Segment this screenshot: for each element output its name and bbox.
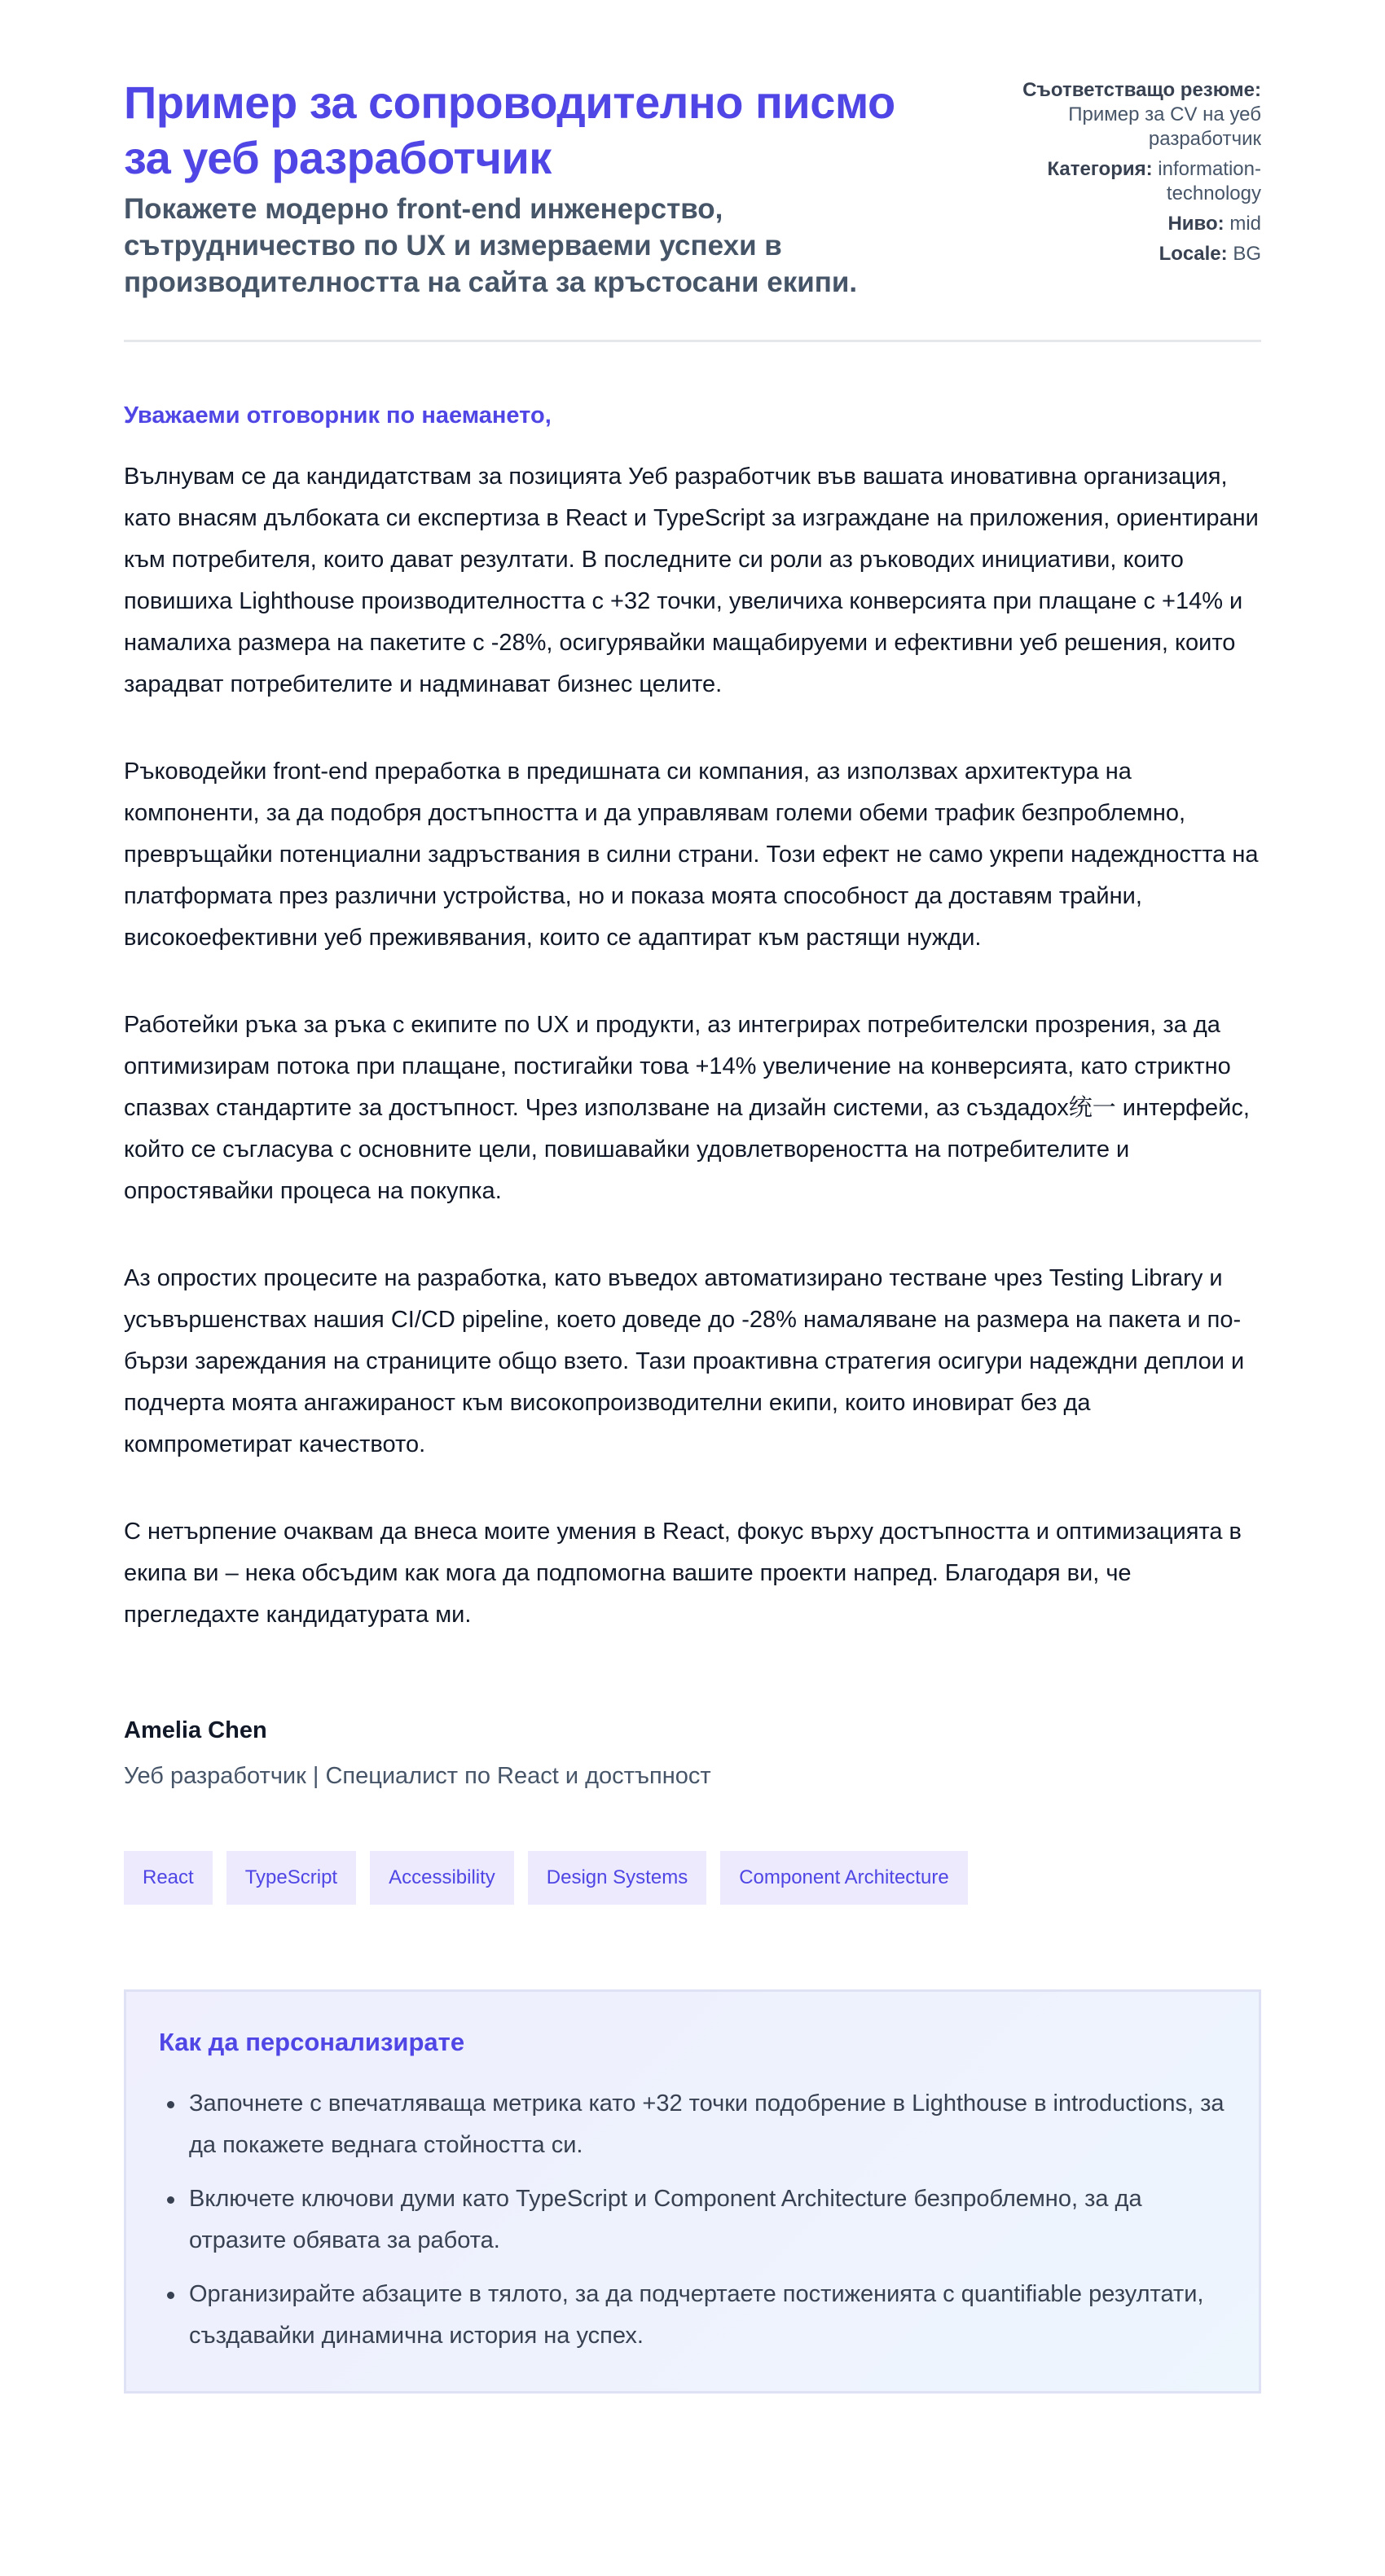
page-subtitle: Покажете модерно front-end инженерство, сътрудничество по UX и измерваеми успехи в производителността на сайта за кръстосани екипи. — [124, 193, 858, 298]
signature-block — [124, 1714, 1261, 1792]
letter-body — [124, 399, 1261, 1636]
meta-locale-value: BG — [1233, 243, 1261, 265]
meta-level-label: Ниво: — [1167, 213, 1225, 235]
letter-paragraph: С нетърпение очаквам да внеса моите умения в React, фокус върху достъпността и оптимизацията в екипа ви – нека обсъдим как мога да подпомогна вашите проекти напред. Благодаря ви, че прегледахте кандидатурата ми. — [124, 1519, 1242, 1628]
bullet-icon — [167, 2196, 174, 2204]
letter-greeting: Уважаеми отговорник по наемането, — [124, 402, 552, 429]
skill-tag-accessibility: Accessibility — [370, 1851, 514, 1905]
letter-paragraph: Работейки ръка за ръка с екипите по UX и продукти, аз интегрирах потребителски прозрения, за да оптимизирам потока при плащане, постигайки това +14% увеличение на конверсията, като стриктно спазвах стандартите за достъпност. Чрез използване на дизайн системи, аз създадох统一 интерфейс, който се съгласува с основните цели, повишавайки удовлетвореността на потребителите и опростявайки процеса на покупка. — [124, 1012, 1250, 1204]
meta-level — [1017, 212, 1261, 236]
bullet-icon — [167, 2101, 174, 2108]
tips-item — [159, 2274, 1226, 2357]
skill-tag-component-architecture: Component Architecture — [720, 1851, 967, 1905]
tips-item-text: Организирайте абзаците в тялото, за да подчертаете постиженията с quantifiable резултати, създавайки динамична история на успех. — [189, 2281, 1204, 2349]
skill-tag-design-systems: Design Systems — [528, 1851, 706, 1905]
letter-paragraph: Вълнувам се да кандидатствам за позицията Уеб разработчик във вашата иновативна организация, като внасям дълбоката си експертиза в React и TypeScript за изграждане на приложения, ориентирани към потребителя, които дават резултати. В последните си роли аз ръководих инициативи, които повишиха Lighthouse производителността с +32 точки, увеличиха конверсията при плащане с +14% и намалиха размера на пакетите с -28%, осигурявайки мащабируеми и ефективни уеб решения, които зарадват потребителите и надминават бизнес целите. — [124, 464, 1259, 697]
letter-paragraph: Ръководейки front-end преработка в предишната си компания, аз използвах архитектура на компоненти, за да подобря достъпността и да управлявам големи обеми трафик безпроблемно, превръщайки потенциални задръствания в силни страни. Този ефект не само укрепи надеждността на платформата през различни устройства, но и показа моята способност да доставям трайни, високоефективни уеб преживявания, които се адаптират към растящи нужди. — [124, 758, 1259, 951]
letter-paragraph: Аз опростих процесите на разработка, като въведох автоматизирано тестване чрез Testing Library и усъвършенствах нашия CI/CD pipeline, което доведе до -28% намаляване на размера на пакета и по-бързи зареждания на страниците общо взето. Тази проактивна стратегия осигури надеждни деплои и подчерта моята ангажираност към високопроизводителни екипи, които иновират без да компрометират качеството. — [124, 1265, 1245, 1457]
page-title: Пример за сопроводително писмо за уеб разработчик — [124, 77, 895, 183]
tips-item — [159, 2083, 1226, 2166]
signature-title: Уеб разработчик | Специалист по React и достъпност — [124, 1763, 711, 1789]
title-block — [124, 75, 939, 301]
tips-list — [159, 2083, 1226, 2357]
meta-panel — [1017, 75, 1261, 272]
skill-tags — [124, 1851, 1261, 1905]
meta-resume-label: Съответстващо резюме: — [1022, 79, 1261, 101]
page-header — [124, 75, 1261, 342]
meta-level-value: mid — [1229, 213, 1261, 235]
meta-category-label: Категория: — [1047, 158, 1153, 180]
meta-resume — [1017, 78, 1261, 152]
meta-category-value: information-technology — [1158, 158, 1261, 204]
tips-item — [159, 2178, 1226, 2262]
meta-locale-label: Locale: — [1159, 243, 1228, 265]
skill-tag-typescript: TypeScript — [226, 1851, 356, 1905]
meta-resume-value[interactable]: Пример за CV на уеб разработчик — [1068, 103, 1261, 150]
tips-title: Как да персонализирате — [159, 2028, 465, 2056]
personalization-tips — [124, 1989, 1261, 2394]
meta-category — [1017, 157, 1261, 206]
tips-item-text: Включете ключови думи като TypeScript и Component Architecture безпроблемно, за да отразите обявата за работа. — [189, 2186, 1142, 2253]
meta-locale — [1017, 242, 1261, 266]
tips-item-text: Започнете с впечатляваща метрика като +32 точки подобрение в Lighthouse в introductions, за да покажете веднага стойността си. — [189, 2090, 1225, 2158]
skill-tag-react: React — [124, 1851, 213, 1905]
bullet-icon — [167, 2292, 174, 2299]
signature-name: Amelia Chen — [124, 1717, 267, 1743]
